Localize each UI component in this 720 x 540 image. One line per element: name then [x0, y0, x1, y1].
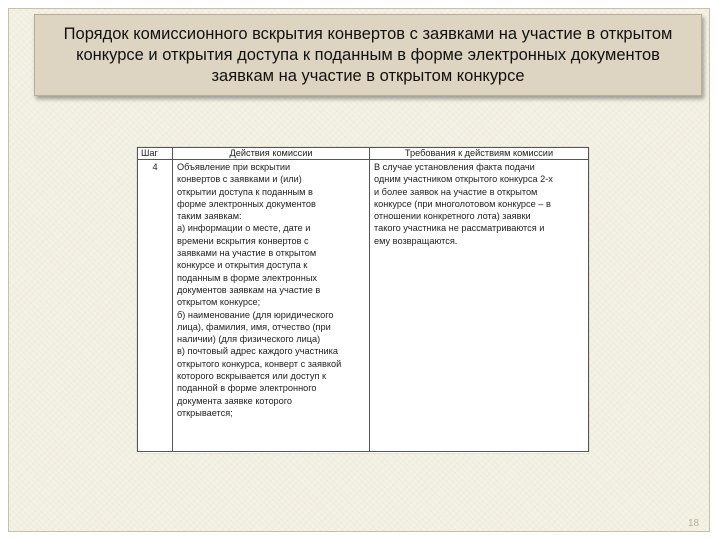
requirements-text-line: ему возвращаются. [374, 235, 458, 246]
actions-text-line: открытии доступа к поданным в [177, 186, 313, 197]
actions-text-line: конкурсе и открытия доступа к [177, 260, 308, 271]
requirements-text-line: конкурсе (при многолотовом конкурсе – в [374, 198, 551, 209]
title-box [34, 14, 702, 96]
actions-text-line: наличии) (для физического лица) [177, 334, 321, 345]
cell-step: 4 [138, 160, 173, 452]
table-header-row [138, 148, 589, 160]
slide-title: Порядок комиссионного вскрытия конвертов с заявками на участие в открытом конкурсе и открытия доступа к поданным в форме электронных документов заявкам на участие в открытом конкурсе [63, 24, 673, 85]
actions-text-line: документов заявкам на участие в [177, 284, 321, 295]
actions-text-line: в) почтовый адрес каждого участника [177, 346, 338, 357]
actions-text-line: Объявление при вскрытии [177, 162, 291, 172]
requirements-text-line: одним участником открытого конкурса 2-х [374, 174, 553, 185]
actions-text-line: форме электронных документов [177, 198, 316, 209]
header-requirements: Требования к действиям комиссии [370, 148, 589, 160]
requirements-text-line: отношении конкретного лота) заявки [374, 211, 531, 222]
page-number: 18 [688, 518, 700, 529]
actions-text-line: а) информации о месте, дате и [177, 223, 311, 234]
cell-requirements [370, 160, 589, 452]
actions-text-line: б) наименование (для юридического [177, 309, 334, 320]
actions-text-line: открытого конкурса, конверт с заявкой [177, 358, 342, 369]
actions-text-line: документа заявке которого [177, 395, 293, 406]
table-row [138, 160, 589, 452]
actions-text-line: конвертов с заявками и (или) [177, 174, 302, 185]
actions-text-line: открывается; [177, 407, 233, 418]
actions-text-line: которого вскрывается или доступ к [177, 371, 326, 382]
requirements-text-line: и более заявок на участие в открытом [374, 186, 538, 197]
header-actions: Действия комиссии [173, 148, 370, 160]
actions-text-line: таким заявкам: [177, 211, 242, 222]
requirements-text-line: В случае установления факта подачи [374, 162, 535, 172]
cell-actions [173, 160, 370, 452]
actions-text-line: времени вскрытия конвертов с [177, 235, 309, 246]
requirements-table-image [137, 147, 589, 453]
actions-text-line: заявками на участие в открытом [177, 248, 317, 259]
requirements-text-line: такого участника не рассматриваются и [374, 223, 545, 234]
actions-text-line: поданным в форме электронных [177, 272, 318, 283]
actions-text-line: поданной в форме электронного [177, 383, 317, 394]
actions-text-line: лица), фамилия, имя, отчество (при [177, 321, 331, 332]
header-step: Шаг [138, 148, 173, 160]
requirements-table [137, 147, 589, 452]
actions-text-line: открытом конкурсе; [177, 297, 261, 308]
